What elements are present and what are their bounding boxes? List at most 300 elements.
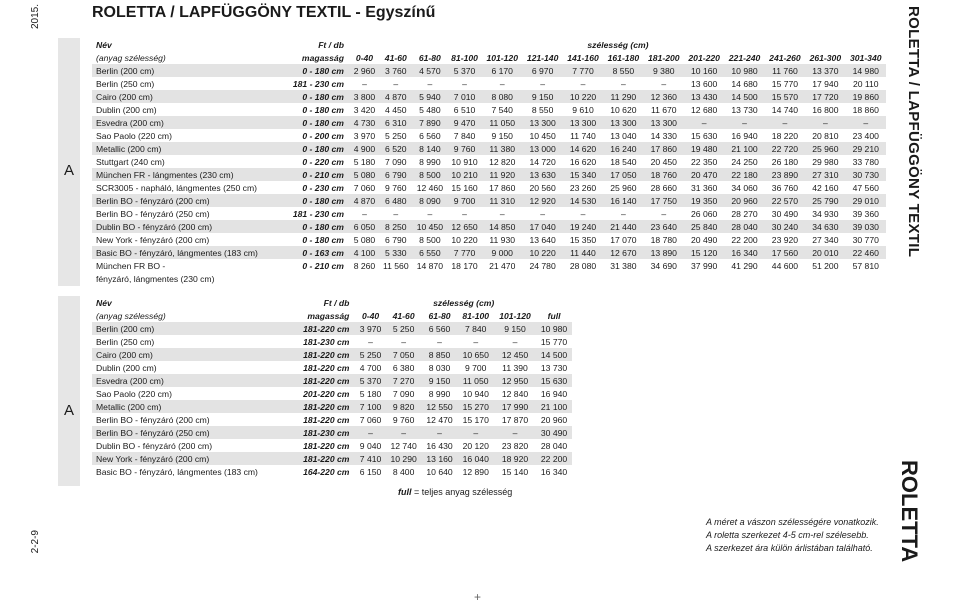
price-cell: 8 990 [419,156,441,167]
price-cell: 23 260 [569,182,597,193]
price-cell: 13 730 [731,104,758,115]
price-cell: 7 270 [386,374,422,387]
price-cell: 27 340 [812,234,839,245]
table-row [92,413,572,426]
price-cell: 12 820 [489,156,516,167]
table-row [92,142,886,155]
price-cell: 13 370 [805,64,845,77]
row-name: Berlin BO - fényzáró (250 cm) [92,426,291,439]
price-table-full [92,296,572,478]
row-name: München FR BO - [96,260,166,271]
price-cell: 11 560 [382,260,409,271]
price-cell: 22 200 [731,234,758,245]
price-cell: 14 720 [529,156,556,167]
price-cell: – [401,336,407,347]
price-cell: 17 860 [644,142,684,155]
table-row [92,259,886,272]
row-height: 181-220 cm [291,452,355,465]
price-cell: 5 180 [353,156,376,167]
price-cell: 10 220 [522,246,562,259]
price-cell: 6 560 [422,322,458,335]
price-cell: 14 870 [416,260,443,271]
price-cell: 4 900 [350,142,379,155]
price-cell: 5 180 [359,388,382,399]
price-cell: 30 490 [771,208,799,219]
price-cell: 3 970 [355,322,385,335]
footnote [398,487,512,497]
price-cell: – [386,426,422,439]
price-cell: 18 540 [610,156,637,167]
price-cell: 8 140 [413,142,447,155]
row-name: New York - fényzáró (200 cm) [96,234,210,245]
price-cell: 16 620 [569,156,597,167]
note-line: A szerkezet ára külön árlistában található. [706,543,873,553]
page-title: ROLETTA / LAPFÜGGÖNY TEXTIL - Egyszínű [92,4,436,21]
row-name: SCR3005 - napháló, lángmentes (250 cm) [96,182,257,193]
price-cell: 9 610 [572,104,594,115]
price-cell: 6 480 [379,194,413,207]
price-cell: 4 870 [379,90,413,103]
price-cell: 10 940 [462,388,489,399]
row-height: 0 - 180 cm [283,220,350,233]
price-cell: 6 380 [392,362,415,373]
price-cell: 10 980 [536,322,572,335]
price-cell: 30 490 [536,426,572,439]
row-height: 181-220 cm [291,322,355,335]
table-row [92,465,572,478]
price-cell: 13 000 [522,142,562,155]
price-cell: – [580,78,586,89]
price-cell: 15 270 [457,400,493,413]
price-cell: 9 760 [392,414,415,425]
price-cell: – [765,116,805,129]
price-cell: – [393,78,399,89]
header-ft: Ft / db [318,39,344,50]
price-cell: 12 550 [422,400,458,413]
price-cell: – [462,208,467,219]
price-cell: 3 970 [353,130,376,141]
table-row [92,77,886,90]
price-cell: 5 370 [447,64,482,77]
price-cell: 11 310 [482,194,522,207]
price-cell: – [620,208,626,219]
price-cell: 5 940 [413,90,447,103]
price-cell: 13 730 [540,362,568,373]
column-header: 301-340 [849,52,882,63]
column-header: 101-120 [499,310,531,321]
price-cell: 5 330 [379,246,413,259]
price-cell: 15 170 [462,414,489,425]
price-cell: 10 980 [724,64,764,77]
price-cell: – [499,208,505,219]
price-cell: – [494,426,536,439]
column-header: 101-120 [486,52,518,63]
price-cell: 6 520 [379,142,413,155]
row-name: Cairo (200 cm) [92,90,283,103]
price-cell: 28 040 [724,220,764,233]
table-row [92,168,886,181]
price-cell: – [661,208,667,219]
price-cell: 33 780 [852,156,879,167]
price-cell: – [540,208,545,219]
notes-block [706,516,879,555]
price-cell: 11 050 [482,116,522,129]
price-cell: 13 040 [610,130,637,141]
price-cell: 17 560 [765,246,805,259]
price-cell: 7 060 [353,182,376,193]
price-cell: 17 860 [489,182,516,193]
row-name: Esvedra (200 cm) [92,116,283,129]
price-cell: 13 300 [563,116,603,129]
price-cell: 9 040 [359,440,382,451]
price-cell: – [362,78,367,89]
price-cell: 4 730 [350,116,379,129]
column-header: 221-240 [728,52,761,63]
price-cell: 15 120 [684,246,724,259]
price-cell: 41 290 [731,260,758,271]
price-cell: 7 050 [386,348,422,361]
row-height: 164-220 cm [303,466,350,477]
price-cell: 21 100 [724,142,764,155]
price-cell: 14 680 [731,78,758,89]
column-header: 161-180 [607,52,640,63]
row-name: Metallic (200 cm) [92,142,283,155]
header-name: Név [96,297,112,308]
price-cell: 20 490 [691,234,718,245]
row-name: Berlin BO - fényzáró (250 cm) [96,208,210,219]
price-cell: – [846,116,886,129]
page-number: 2-2-9 [30,530,41,554]
row-height: 0 - 220 cm [302,156,344,167]
price-cell: 13 300 [644,116,684,129]
row-height: 0 - 180 cm [283,116,350,129]
price-cell: 17 040 [522,220,562,233]
price-cell: 14 740 [771,104,799,115]
row-name: Dublin (200 cm) [96,362,157,373]
price-cell: 29 210 [846,142,886,155]
price-cell: 9 150 [491,130,513,141]
table-row [92,361,572,374]
price-cell: 6 050 [350,220,379,233]
price-cell: 37 990 [691,260,718,271]
table-row [92,116,886,129]
price-cell: 30 240 [765,220,805,233]
price-cell: 7 890 [413,116,447,129]
price-cell: 17 750 [644,194,684,207]
section-letter: A [63,402,74,419]
price-cell: 19 350 [684,194,724,207]
price-cell: 12 650 [447,220,482,233]
price-cell: 20 120 [462,440,489,451]
column-header: 201-220 [688,52,720,63]
price-cell: 20 960 [540,414,568,425]
price-cell: 11 050 [457,374,493,387]
note-line: A méret a vászon szélességére vonatkozik. [706,517,879,527]
row-name: Dublin (200 cm) [96,104,157,115]
price-cell: 15 770 [771,78,799,89]
price-cell: 7 770 [447,246,482,259]
section-letter: A [63,162,74,179]
price-cell: 22 180 [724,168,764,181]
price-cell: 7 010 [447,90,482,103]
price-cell: 14 620 [563,142,603,155]
row-height: 181 - 230 cm [292,78,344,89]
price-cell: 17 070 [610,234,637,245]
row-height: 181-230 cm [291,426,355,439]
price-cell: 23 400 [852,130,879,141]
price-cell: 15 630 [536,374,572,387]
section-a-bar-2 [58,296,80,486]
side-title-top: ROLETTA / LAPFÜGGÖNY TEXTIL [905,6,922,258]
price-cell: 13 600 [691,78,718,89]
column-header: 81-100 [451,52,478,63]
price-cell: 6 170 [482,64,522,77]
price-cell: 15 140 [501,466,529,477]
price-cell: 18 220 [771,130,799,141]
row-name: München FR - lángmentes (230 cm) [92,168,283,181]
price-cell: 11 930 [489,234,516,245]
price-cell: 39 360 [852,208,879,219]
price-cell: 5 080 [350,168,379,181]
price-cell: 24 250 [731,156,758,167]
row-height: 181-220 cm [303,362,350,373]
row-name: Cairo (200 cm) [92,348,291,361]
price-cell: 13 640 [529,234,556,245]
price-cell: 12 890 [462,466,489,477]
row-height: 0 - 210 cm [302,260,344,271]
header-ft: Ft / db [323,297,350,308]
row-name: Berlin (250 cm) [96,78,155,89]
row-height: 0 - 163 cm [283,246,350,259]
price-cell: 28 040 [540,440,568,451]
price-cell: 10 650 [457,348,493,361]
row-height: 181 - 230 cm [292,208,344,219]
price-cell: 14 980 [846,64,886,77]
table-row [92,400,572,413]
price-cell: 25 840 [684,220,724,233]
column-header: 0-40 [361,310,380,321]
table-row [92,207,886,220]
row-name: Berlin BO - fényzáró (200 cm) [92,194,283,207]
price-cell: 14 330 [650,130,677,141]
price-cell: 26 180 [771,156,799,167]
price-cell: 4 100 [350,246,379,259]
price-cell: 11 290 [603,90,643,103]
price-cell: 25 790 [805,194,845,207]
table-row [92,335,572,348]
price-cell: 22 350 [691,156,718,167]
price-cell: 9 150 [522,90,562,103]
price-cell: 12 470 [426,414,453,425]
price-cell: 20 110 [852,78,879,89]
price-cell: 30 730 [846,168,886,181]
header-row [92,309,572,322]
price-cell: 30 770 [852,234,879,245]
price-cell: 6 510 [453,104,476,115]
row-height: 181-220 cm [303,440,350,451]
price-cell: 17 940 [812,78,839,89]
price-cell: 5 250 [386,322,422,335]
price-cell: 22 720 [765,142,805,155]
price-cell: 20 560 [529,182,556,193]
price-cell: – [620,78,626,89]
price-cell: 8 500 [413,168,447,181]
price-cell: 16 940 [731,130,758,141]
price-cell: – [512,336,518,347]
price-cell: 7 770 [563,64,603,77]
price-cell: 9 150 [494,322,536,335]
table-row [92,322,572,335]
price-cell: 9 470 [447,116,482,129]
price-cell: 10 160 [684,64,724,77]
price-cell: 16 340 [724,246,764,259]
price-cell: 26 060 [691,208,718,219]
price-cell: 8 550 [531,104,554,115]
price-cell: 6 790 [385,234,407,245]
price-cell: 7 410 [355,452,385,465]
row-height: 181-220 cm [291,374,355,387]
price-cell: 18 760 [644,168,684,181]
price-cell: 5 080 [353,234,376,245]
table-row [92,194,886,207]
price-cell: 16 040 [457,452,493,465]
price-cell: 10 220 [563,90,603,103]
column-header: 61-80 [428,310,451,321]
price-cell: 12 360 [644,90,684,103]
row-height: 0 - 180 cm [283,194,350,207]
price-cell: 47 560 [852,182,879,193]
price-cell: 20 010 [805,246,845,259]
row-height: 181-220 cm [303,414,350,425]
price-cell: 6 970 [522,64,562,77]
price-cell: 7 840 [457,322,493,335]
price-cell: 7 060 [359,414,382,425]
price-cell: 16 800 [812,104,839,115]
price-cell: 4 870 [350,194,379,207]
column-header: 121-140 [526,52,559,63]
price-cell: 11 390 [502,362,528,373]
price-cell: 31 360 [691,182,718,193]
price-cell: 44 600 [771,260,799,271]
side-title-bottom: ROLETTA [897,460,922,563]
price-cell: 34 630 [805,220,845,233]
price-cell: 8 080 [482,90,522,103]
price-cell: 22 460 [846,246,886,259]
column-header: 81-100 [462,310,490,321]
price-cell: 22 200 [536,452,572,465]
row-height: 0 - 180 cm [302,104,344,115]
price-table-standard [92,38,886,285]
price-cell: 27 310 [805,168,845,181]
price-cell: 5 250 [355,348,385,361]
section-a-bar-1 [58,38,80,286]
column-header: full [547,310,561,321]
price-cell: 9 820 [386,400,422,413]
table-row [92,426,572,439]
row-name: Berlin (200 cm) [92,64,283,77]
price-cell: – [362,208,367,219]
price-cell: 10 210 [447,168,482,181]
table-row [92,155,886,168]
price-cell: 34 930 [812,208,839,219]
table-row [92,374,572,387]
table-row [92,103,886,116]
price-cell: 18 920 [494,452,536,465]
price-cell: 18 780 [650,234,677,245]
price-cell: 20 810 [812,130,839,141]
price-cell: 9 380 [644,64,684,77]
price-cell: 18 170 [451,260,478,271]
row-name: Dublin BO - fényzáró (200 cm) [96,440,213,451]
price-cell: 21 470 [489,260,516,271]
price-cell: 28 080 [569,260,597,271]
price-cell: 23 890 [765,168,805,181]
price-cell: 13 630 [522,168,562,181]
price-cell: 9 760 [385,182,407,193]
price-cell: 12 450 [494,348,536,361]
column-header: 61-80 [418,52,441,63]
price-cell: – [393,208,399,219]
price-cell: 14 530 [563,194,603,207]
price-cell: 8 250 [379,220,413,233]
price-cell: 15 570 [765,90,805,103]
price-cell: 17 870 [501,414,529,425]
price-cell: – [580,208,586,219]
price-cell: 17 720 [805,90,845,103]
price-cell: 51 200 [812,260,839,271]
row-name: Stuttgart (240 cm) [96,156,165,167]
table-row [92,246,886,259]
header-height: magasság [301,52,344,63]
header-name-sub: (anyag szélesség) [96,52,166,63]
price-cell: 14 500 [724,90,764,103]
price-cell: 29 980 [812,156,839,167]
price-cell: – [540,78,545,89]
price-cell: 10 450 [529,130,556,141]
column-header: 141-160 [567,52,599,63]
price-cell: 21 100 [536,400,572,413]
table-row [92,90,886,103]
price-cell: 10 910 [451,156,478,167]
price-cell: 14 850 [482,220,522,233]
table-row [92,452,572,465]
price-cell: 8 990 [428,388,451,399]
header-row [92,296,572,309]
empty-cell [283,272,886,285]
row-name: Esvedra (200 cm) [92,374,291,387]
header-name-sub: (anyag szélesség) [96,310,166,321]
price-cell: – [437,336,442,347]
price-cell: 9 000 [482,246,522,259]
row-height: 0 - 200 cm [302,130,344,141]
price-cell: 25 960 [805,142,845,155]
column-header: 241-260 [769,52,801,63]
price-cell: 8 260 [353,260,376,271]
column-header: 41-60 [384,52,407,63]
note-line: A roletta szerkezet 4-5 cm-rel szélesebb. [706,530,869,540]
header-row [92,38,886,51]
price-cell: 12 920 [522,194,562,207]
row-name: Basic BO - fényzáró, lángmentes (183 cm) [96,466,258,477]
price-cell: 3 420 [353,104,376,115]
price-cell: 4 450 [385,104,407,115]
price-cell: 12 950 [494,374,536,387]
price-cell: – [422,426,458,439]
price-cell: 16 140 [603,194,643,207]
row-name: Metallic (200 cm) [92,400,291,413]
table-row [92,233,886,246]
price-cell: 23 820 [501,440,529,451]
